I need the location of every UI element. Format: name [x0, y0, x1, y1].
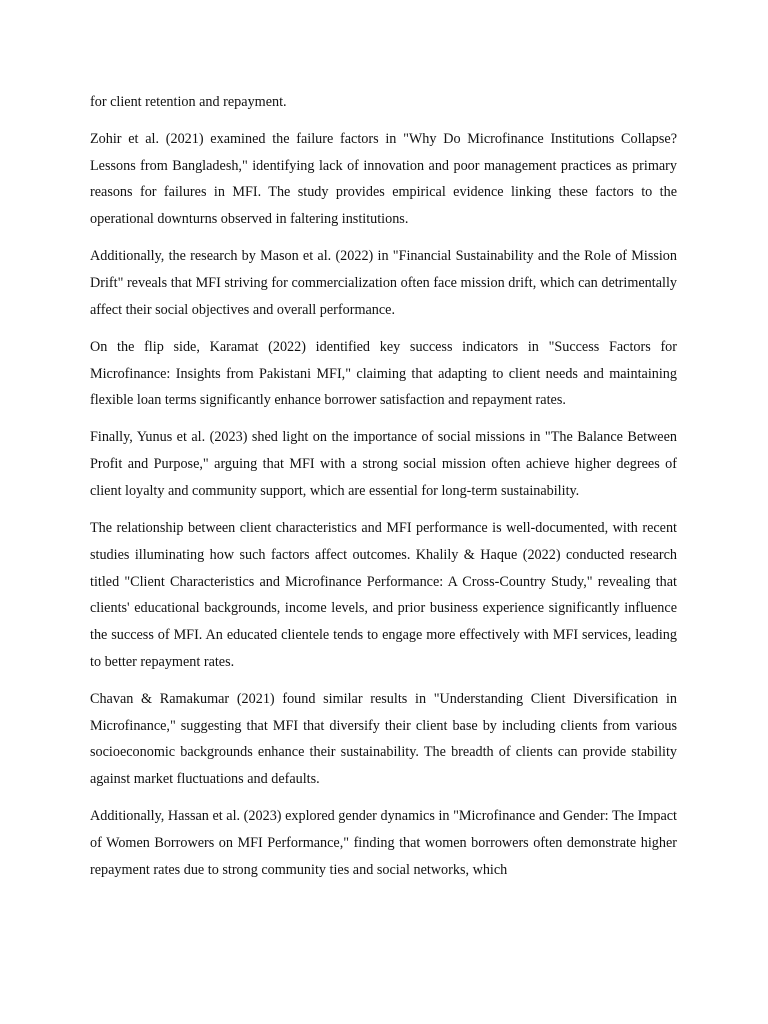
paragraph-yunus: Finally, Yunus et al. (2023) shed light on the importance of social missions in "The Balance Between Profit and Purpose," arguing that MFI with a strong social mission often achieve higher degrees of client loyalty and community support, which are essential for long-term sustainability. — [90, 429, 677, 499]
paragraph-chavan-ramakumar: Chavan & Ramakumar (2021) found similar results in "Understanding Client Diversification in Microfinance," suggesting that MFI that diversify their client base by including clients from various socioeconomic backgrounds enhance their sustainability. The breadth of clients can provide stability against market fluctuations and defaults. — [90, 690, 677, 788]
paragraph-continuation: for client retention and repayment. — [90, 94, 287, 110]
paragraph-zohir: Zohir et al. (2021) examined the failure factors in "Why Do Microfinance Institutions Collapse? Lessons from Bangladesh," identifying lack of innovation and poor management practices as primary reasons for failures in MFI. The study provides empirical evidence linking these factors to the operational downturns observed in faltering institutions. — [90, 130, 677, 228]
paragraph-karamat: On the flip side, Karamat (2022) identified key success indicators in "Success Factors for Microfinance: Insights from Pakistani MFI," claiming that adapting to client needs and maintaining flexible loan terms significantly enhance borrower satisfaction and repayment rates. — [90, 338, 677, 409]
document-body — [90, 89, 677, 894]
paragraph-mason: Additionally, the research by Mason et al. (2022) in "Financial Sustainability and the Role of Mission Drift" reveals that MFI striving for commercialization often face mission drift, which can detrimentally affect their social objectives and overall performance. — [90, 248, 677, 318]
paragraph-hassan: Additionally, Hassan et al. (2023) explored gender dynamics in "Microfinance and Gender: The Impact of Women Borrowers on MFI Performance," finding that women borrowers often demonstrate higher repayment rates due to strong community ties and social networks, which — [90, 808, 677, 878]
paragraph-khalily-haque: The relationship between client characteristics and MFI performance is well-documented, with recent studies illuminating how such factors affect outcomes. Khalily & Haque (2022) conducted research titled "Client Characteristics and Microfinance Performance: A Cross-Country Study," revealing that clients' educational backgrounds, income levels, and prior business experience significantly influence the success of MFI. An educated clientele tends to engage more effectively with MFI services, leading to better repayment rates. — [90, 519, 677, 670]
